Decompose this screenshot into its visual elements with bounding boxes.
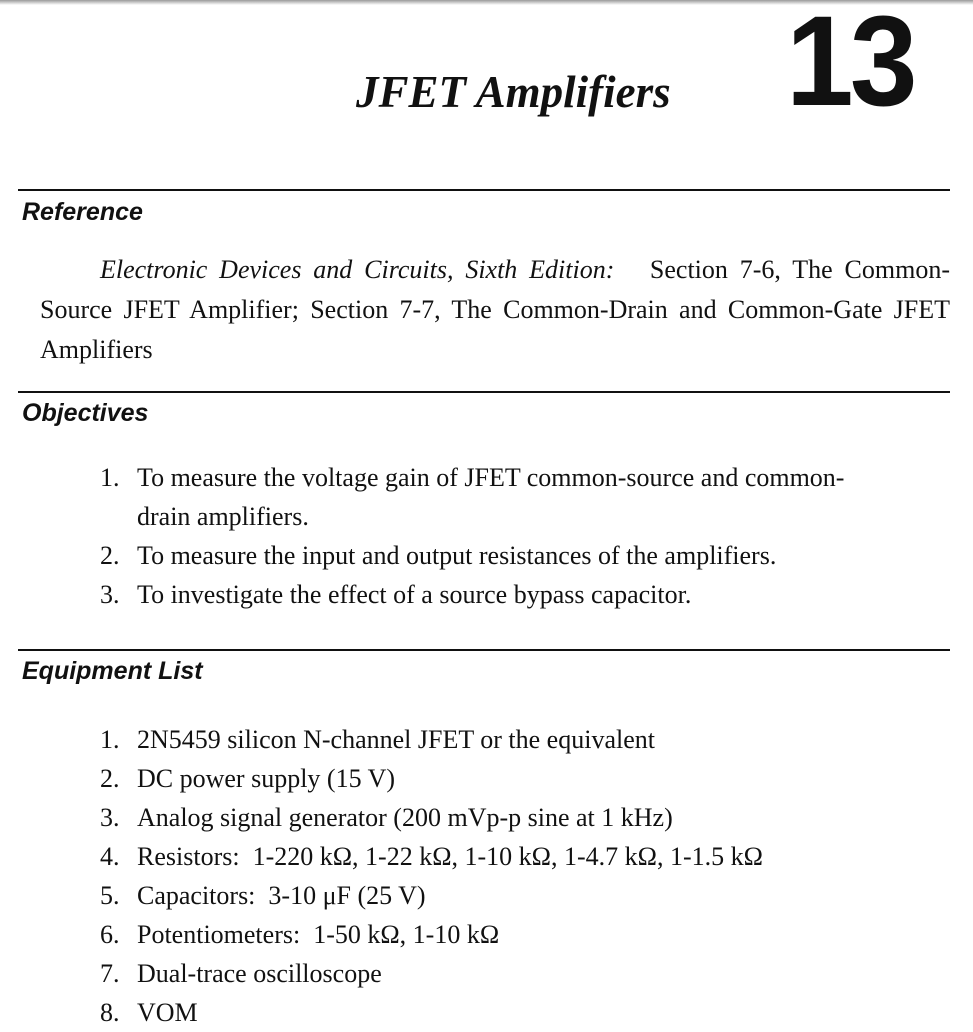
item-text: VOM — [137, 998, 198, 1027]
item-number: 1. — [100, 463, 120, 492]
item-text: To measure the voltage gain of JFET common-source and common-drain amplifiers. — [137, 463, 845, 531]
item-number: 4. — [100, 842, 120, 871]
item-text: Capacitors: 3-10 μF (25 V) — [137, 881, 426, 910]
item-number: 1. — [100, 725, 120, 754]
reference-sections: Section 7-6, The Common-Source JFET Amplifier; Section 7-7, The Common-Drain and Common-Gate JFET Amplifiers — [40, 255, 951, 364]
item-text: Resistors: 1-220 kΩ, 1-22 kΩ, 1-10 kΩ, 1-4.7 kΩ, 1-1.5 kΩ — [137, 842, 763, 871]
item-text: Analog signal generator (200 mVp-p sine at 1 kHz) — [137, 803, 673, 832]
objectives-heading: Objectives — [22, 399, 149, 427]
item-number: 3. — [100, 803, 120, 832]
list-item — [100, 720, 920, 759]
list-item — [100, 837, 920, 876]
item-number: 2. — [100, 764, 120, 793]
list-item — [100, 915, 920, 954]
reference-book: Electronic Devices and Circuits, Sixth Edition: — [100, 255, 615, 284]
reference-text — [40, 250, 950, 370]
divider — [18, 649, 950, 651]
list-item — [100, 993, 920, 1032]
item-number: 5. — [100, 881, 120, 910]
item-number: 3. — [100, 580, 120, 609]
list-item — [100, 458, 860, 536]
item-text: 2N5459 silicon N-channel JFET or the equivalent — [137, 725, 655, 754]
item-number: 2. — [100, 541, 120, 570]
item-text: To measure the input and output resistances of the amplifiers. — [137, 541, 777, 570]
list-item — [100, 954, 920, 993]
item-number: 7. — [100, 959, 120, 988]
objectives-list — [100, 458, 860, 614]
divider — [18, 189, 950, 191]
equipment-heading: Equipment List — [22, 657, 203, 685]
list-item — [100, 759, 920, 798]
item-text: Dual-trace oscilloscope — [137, 959, 382, 988]
item-number: 8. — [100, 998, 120, 1027]
divider — [18, 391, 950, 393]
chapter-title: JFET Amplifiers — [356, 67, 671, 117]
list-item — [100, 876, 920, 915]
item-text: Potentiometers: 1-50 kΩ, 1-10 kΩ — [137, 920, 500, 949]
list-item — [100, 575, 860, 614]
equipment-list — [100, 720, 920, 1032]
item-text: DC power supply (15 V) — [137, 764, 396, 793]
list-item — [100, 798, 920, 837]
list-item — [100, 536, 860, 575]
reference-heading: Reference — [22, 198, 143, 226]
chapter-number: 13 — [786, 0, 914, 133]
item-number: 6. — [100, 920, 120, 949]
item-text: To investigate the effect of a source bypass capacitor. — [137, 580, 692, 609]
